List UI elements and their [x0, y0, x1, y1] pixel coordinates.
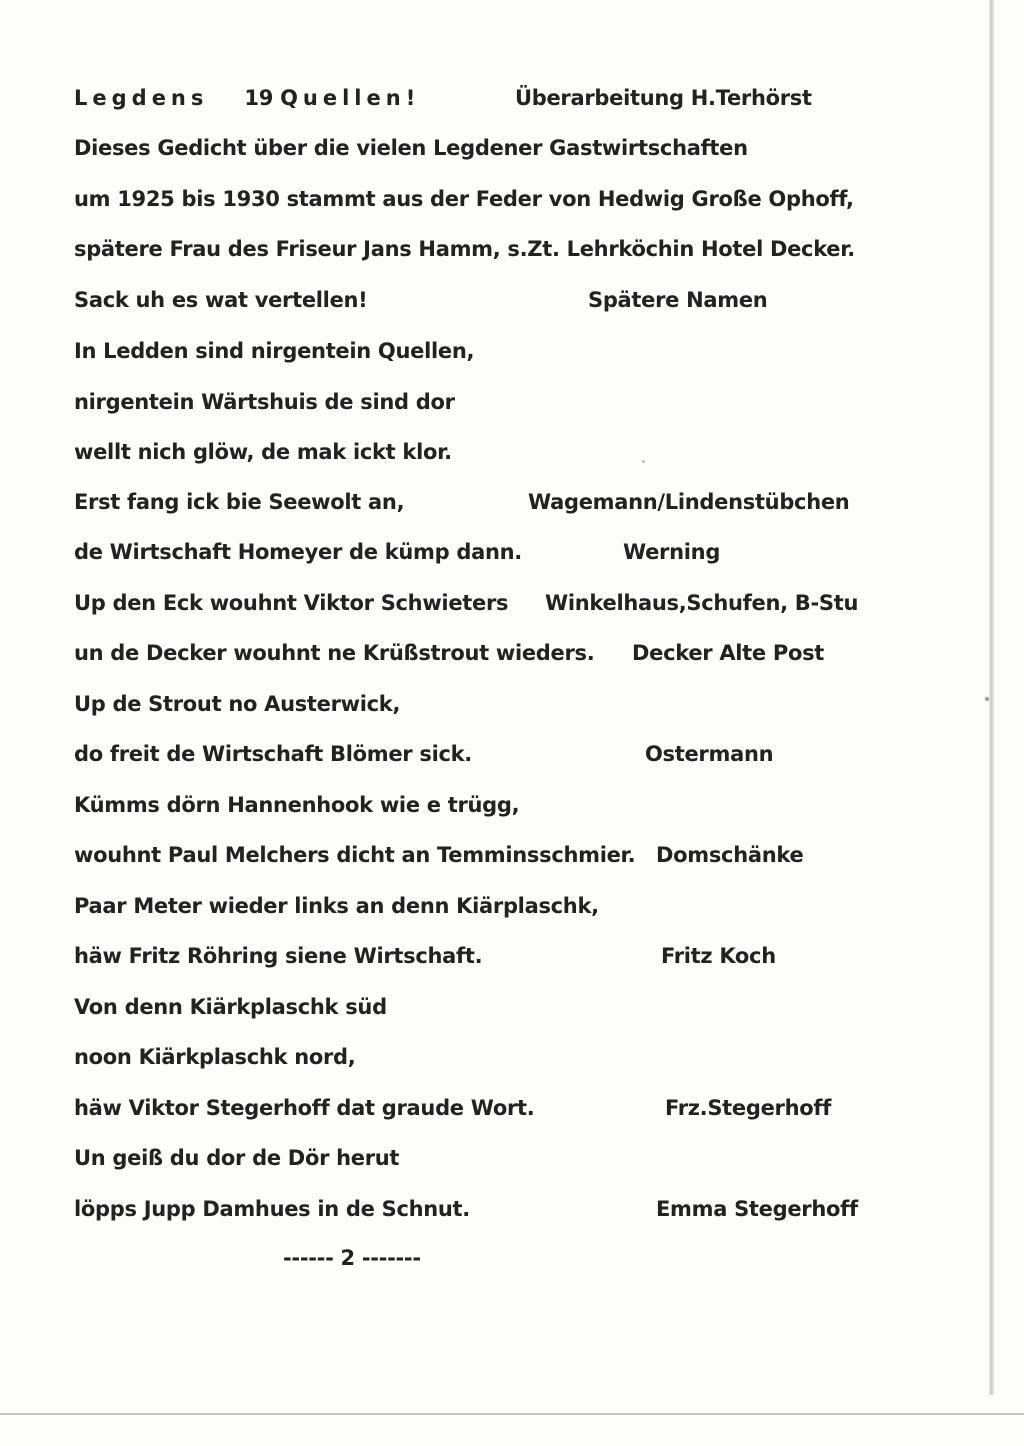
later-name: Domschänke	[656, 843, 804, 867]
page-bottom-edge	[0, 1413, 1024, 1415]
later-name: Emma Stegerhoff	[656, 1197, 858, 1221]
header-reviser: Überarbeitung H.Terhörst	[515, 86, 812, 110]
page-edge-shadow	[989, 0, 994, 1395]
verse-line: häw Fritz Röhring siene Wirtschaft.	[74, 944, 483, 968]
later-name: Wagemann/Lindenstübchen	[528, 490, 850, 514]
verse-line: Paar Meter wieder links an denn Kiärplaschk,	[74, 894, 599, 918]
verse-line: noon Kiärkplaschk nord,	[74, 1045, 356, 1069]
verse-line: un de Decker wouhnt ne Krüßstrout wieders.	[74, 641, 595, 665]
scan-speck	[642, 460, 645, 463]
verse-line: wouhnt Paul Melchers dicht an Temminsschmier.	[74, 843, 636, 867]
verse-line: do freit de Wirtschaft Blömer sick.	[74, 742, 472, 766]
document-title	[74, 86, 420, 110]
later-name: Frz.Stegerhoff	[665, 1096, 832, 1120]
verse-line: wellt nich glöw, de mak ickt klor.	[74, 440, 452, 464]
verse-line: Un geiß du dor de Dör herut	[74, 1146, 400, 1170]
verse-line: Kümms dörn Hannenhook wie e trügg,	[74, 793, 520, 817]
title-word-quellen: Quellen!	[280, 86, 421, 110]
later-names-header: Spätere Namen	[588, 288, 768, 312]
verse-line: Up de Strout no Austerwick,	[74, 692, 401, 716]
verse-line: Erst fang ick bie Seewolt an,	[74, 490, 405, 514]
later-name: Werning	[623, 540, 721, 564]
title-word-legdens: Legdens	[74, 86, 209, 110]
verse-line: In Ledden sind nirgentein Quellen,	[74, 339, 475, 363]
scan-speck	[985, 697, 989, 701]
later-name: Winkelhaus,Schufen, B-Stu	[545, 591, 859, 615]
verse-line: Von denn Kiärkplaschk süd	[74, 995, 387, 1019]
verse-line: häw Viktor Stegerhoff dat graude Wort.	[74, 1096, 535, 1120]
intro-line: um 1925 bis 1930 stammt aus der Feder von Hedwig Große Ophoff,	[74, 187, 854, 211]
later-name: Decker Alte Post	[632, 641, 825, 665]
verse-line: nirgentein Wärtshuis de sind dor	[74, 390, 455, 414]
intro-line: Dieses Gedicht über die vielen Legdener Gastwirtschaften	[74, 136, 748, 160]
intro-line: spätere Frau des Friseur Jans Hamm, s.Zt. Lehrköchin Hotel Decker.	[74, 237, 855, 261]
verse-line: de Wirtschaft Homeyer de kümp dann.	[74, 540, 522, 564]
later-name: Ostermann	[645, 742, 774, 766]
verse-line: löpps Jupp Damhues in de Schnut.	[74, 1197, 470, 1221]
title-number: 19	[244, 86, 274, 110]
verse-line: Up den Eck wouhnt Viktor Schwieters	[74, 591, 509, 615]
later-name: Fritz Koch	[661, 944, 776, 968]
page-number: ------ 2 -------	[283, 1246, 421, 1270]
poem-opening: Sack uh es wat vertellen!	[74, 288, 368, 312]
